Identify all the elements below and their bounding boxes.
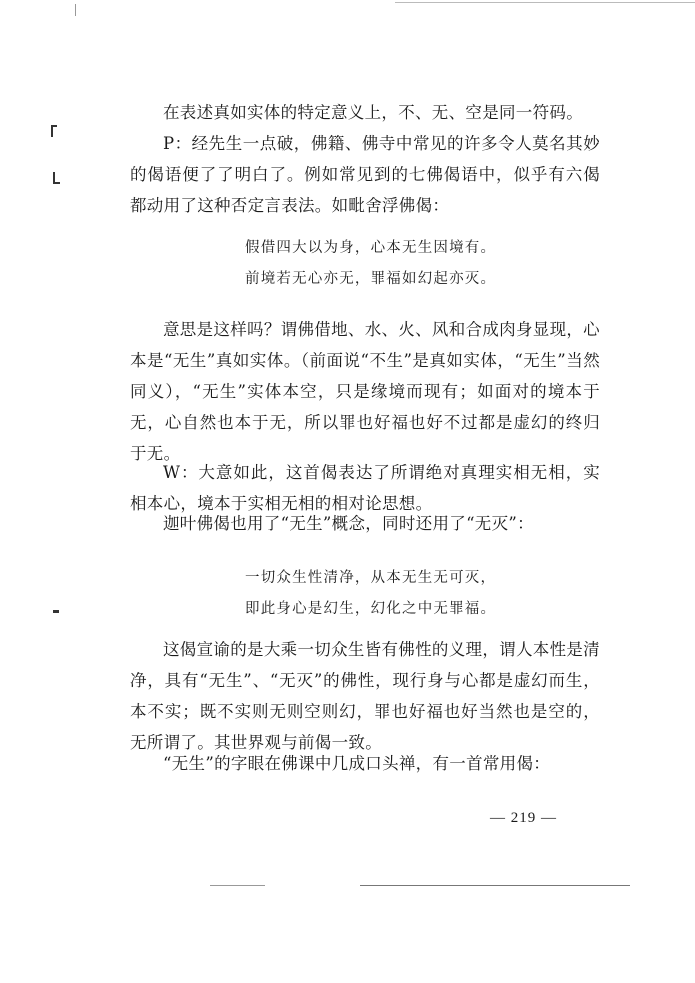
scan-artifact-top-line [395, 2, 695, 3]
paragraph: 迦叶佛偈也用了“无生”概念，同时还用了“无灭”： [163, 514, 534, 533]
paragraph: 这偈宣谕的是大乘一切众生皆有佛性的义理，谓人本性是清净，具有“无生”、“无灭”的佛性，现行身与心都是虚幻而生，本不实；既不实则无则空则幻，罪也好福也好当然也是空的，无所谓了。其世界观与前偈一致。 [130, 640, 600, 752]
scan-artifact-mark [75, 4, 76, 16]
scan-artifact-mark [51, 125, 57, 127]
verse-line: 即此身心是幻生，幻化之中无罪福。 [245, 601, 497, 617]
scan-artifact-bottom-line [210, 885, 265, 886]
scan-artifact-mark [53, 610, 59, 613]
paragraph: W：大意如此，这首偈表达了所谓绝对真理实相无相，实相本心，境本于实相无相的相对论思想。 [130, 463, 600, 513]
paragraph: 在表述真如实体的特定意义上，不、无、空是同一符码。 [163, 103, 583, 122]
scan-artifact-mark [53, 182, 60, 184]
verse-line: 一切众生性清净，从本无生无可灭， [245, 570, 497, 586]
verse-line: 前境若无心亦无，罪福如幻起亦灭。 [245, 271, 497, 287]
verse-block [245, 563, 585, 625]
scan-artifact-bottom-line [360, 885, 630, 886]
paragraph: “无生”的字眼在佛课中几成口头禅，有一首常用偈： [163, 754, 551, 773]
scan-artifact-mark [53, 172, 55, 182]
verse-block [245, 233, 585, 295]
paragraph: 意思是这样吗？谓佛借地、水、火、风和合成肉身显现，心本是“无生”真如实体。（前面说“不生”是真如实体，“无生”当然同义），“无生”实体本空，只是缘境而现有；如面对的境本于无，心自然也本于无，所以罪也好福也好不过都是虚幻的终归于无。 [130, 320, 600, 463]
page-number: — 219 — [490, 810, 557, 826]
paragraph: P：经先生一点破，佛籍、佛寺中常见的许多令人莫名其妙的偈语便了了明白了。例如常见到的七佛偈语中，似乎有六偈都动用了这种否定言表法。如毗舍浮佛偈： [130, 134, 600, 215]
verse-line: 假借四大以为身，心本无生因境有。 [245, 240, 497, 256]
